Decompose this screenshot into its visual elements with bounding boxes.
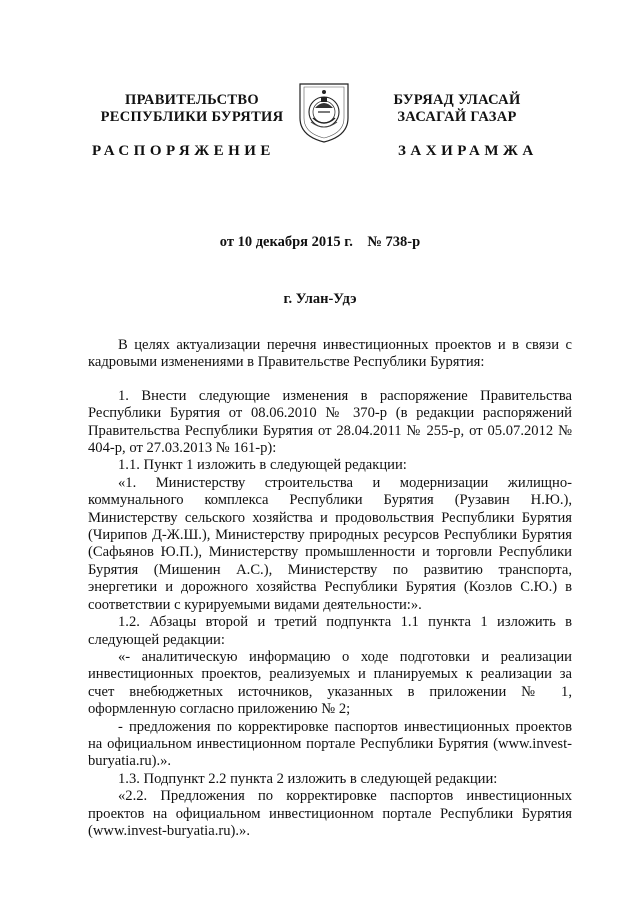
item-1-1-paragraph: 1.1. Пункт 1 изложить в следующей редакции: [118,457,407,474]
preamble-paragraph: В целях актуализации перечня инвестиционных проектов и в связи с кадровыми изменениями в Правительстве Республики Бурятия: [88,337,572,371]
document-kind-russian: РАСПОРЯЖЕНИЕ [92,143,275,159]
issuer-buryat-line1: БУРЯАД УЛАСАЙ [393,92,521,108]
document-city: г. Улан-Удэ [283,291,357,307]
document-kind-buryat: ЗАХИРАМЖА [398,143,538,159]
item-1-2-b-paragraph: - предложения по корректировке паспортов инвестиционных проектов на официальном инвестиционном портале Республики Бурятия (www.invest-buryatia.ru).». [88,718,572,770]
item-1-3-paragraph: 1.3. Подпункт 2.2 пункта 2 изложить в следующей редакции: [118,770,498,787]
document-body [88,337,572,840]
issuer-buryat-line2: ЗАСАГАЙ ГАЗАР [397,109,517,125]
document-number: № 738-р [367,234,421,250]
issuer-buryat [362,92,552,126]
issuer-russian-line1: ПРАВИТЕЛЬСТВО [125,92,259,108]
date-number-line [0,234,640,251]
item-1-3-text-paragraph: «2.2. Предложения по корректировке паспортов инвестиционных проектов на официальном инвестиционном портале Республики Бурятия (www.invest-buryatia.ru).». [88,788,572,839]
document-date: от 10 декабря 2015 г. [219,234,353,250]
issuer-russian [92,92,292,126]
item-1-2-paragraph: 1.2. Абзацы второй и третий подпункта 1.1 пункта 1 изложить в следующей редакции: [88,614,572,648]
issuer-russian-line2: РЕСПУБЛИКИ БУРЯТИЯ [100,109,284,125]
item-1-2-a-paragraph: «- аналитическую информацию о ходе подготовки и реализации инвестиционных проектов, реализуемых и планируемых к реализации за счет внебюджетных источников, указанных в приложении № 1, оформленную согласно приложению № 2; [88,648,572,718]
item-1-paragraph: 1. Внести следующие изменения в распоряжение Правительства Республики Бурятия от 08.06.2010 № 370-р (в редакции распоряжений Правительства Республики Бурятия от 28.04.2011 № 255-р, от 05.07.2012 № 404-р, от 27.03.2013 № 161-р): [88,387,572,457]
item-1-1-text-paragraph: «1. Министерству строительства и модернизации жилищно-коммунального комплекса Республики Бурятия (Рузавин Н.Ю.), Министерству сельского хозяйства и продовольствия Республики Бурятия (Чирипов Д-Ж.Ш.), Министерству природных ресурсов Республики Бурятия (Сафьянов Ю.П.), Министерству промышленности и торговли Республики Бурятия (Мишенин А.С.), Министерству по развитию транспорта, энергетики и дорожного хозяйства Республики Бурятия (Козлов С.Ю.) в соответствии с курируемыми видами деятельности:». [88,474,572,613]
coat-of-arms-emblem-icon [297,78,351,144]
